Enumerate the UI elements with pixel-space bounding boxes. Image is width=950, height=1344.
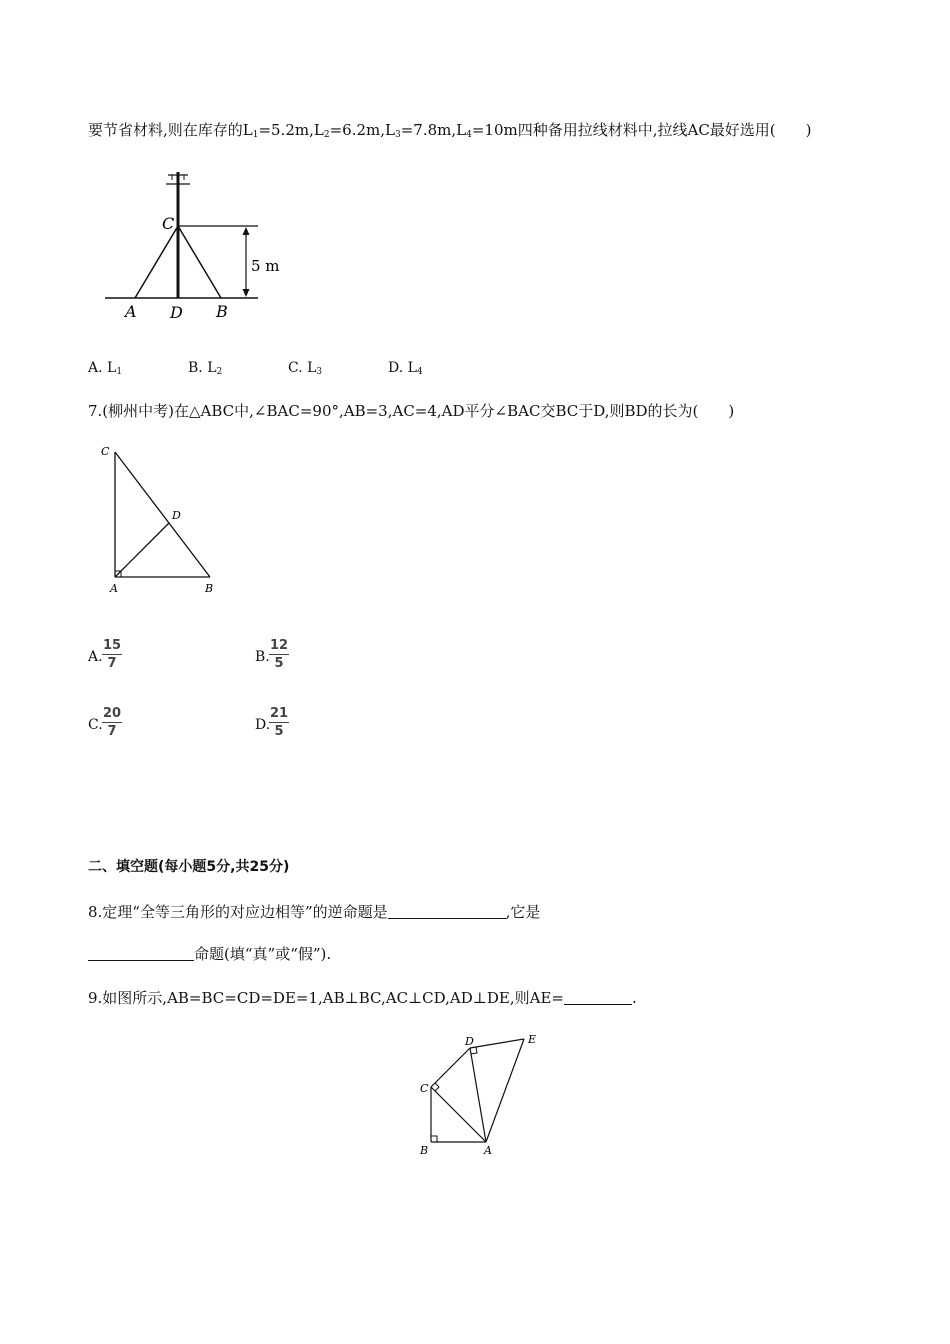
label-d: D — [172, 509, 181, 522]
side-cb — [115, 452, 210, 577]
q9-blank[interactable] — [564, 988, 632, 1005]
right-angle-b — [431, 1136, 437, 1142]
fraction: 12 5 — [269, 638, 289, 671]
right-angle-c — [435, 1083, 439, 1091]
q8-line2: 命题(填“真”或“假”). — [88, 944, 331, 964]
l2-sub: 2 — [323, 130, 330, 140]
label-c: C — [420, 1082, 429, 1095]
q8-blank-1[interactable] — [388, 902, 506, 919]
label-a: A — [125, 302, 137, 321]
q6-text-pre: 要节省材料,则在库存的L — [88, 121, 253, 139]
label-b: B — [216, 302, 228, 321]
q6-pole-figure — [100, 160, 280, 325]
label-c: C — [101, 445, 110, 458]
segment-de — [470, 1039, 524, 1048]
label-c: C — [162, 214, 175, 233]
label-a: A — [110, 582, 118, 595]
label-e: E — [528, 1033, 537, 1046]
q8-blank-2[interactable] — [88, 944, 194, 961]
q9-text: 9.如图所示,AB=BC=CD=DE=1,AB⊥BC,AC⊥CD,AD⊥DE,则AE= . — [88, 989, 637, 1007]
bisector-ad — [115, 523, 169, 577]
q6-option-a[interactable]: A. $L_1$ — [88, 360, 123, 377]
q7-text: 7.(柳州中考)在△ABC中,∠BAC=90°,AB=3,AC=4,AD平分∠BAC交BC于D,则BD的长为( ) — [88, 402, 735, 420]
l1-sub: 1 — [252, 130, 259, 140]
q8-line1: 8.定理“全等三角形的对应边相等”的逆命题是 ,它是 — [88, 903, 541, 921]
segment-ea — [486, 1039, 524, 1142]
fraction: 20 7 — [102, 706, 122, 739]
wire-cb — [178, 226, 221, 298]
wire-ca — [135, 226, 178, 298]
label-a: A — [484, 1144, 492, 1157]
section-title: 二、填空题(每小题5分,共25分) — [88, 859, 290, 875]
label-d: D — [170, 303, 183, 322]
q6-text-post: =10m四种备用拉线材料中,拉线AC最好选用( ) — [471, 121, 812, 139]
l3-sub: 3 — [394, 130, 401, 140]
height-label: 5 m — [251, 257, 280, 275]
q6-option-d[interactable]: D. $L_4$ — [388, 360, 423, 377]
q6-option-c[interactable]: C. $L_3$ — [288, 360, 323, 377]
l3-value: =7.8m,L — [400, 121, 467, 139]
l1-value: =5.2m,L — [258, 121, 324, 139]
label-b: B — [420, 1144, 429, 1157]
q6-text — [88, 120, 812, 140]
l2-value: =6.2m,L — [329, 121, 395, 139]
fraction: 21 5 — [269, 706, 289, 739]
q9-spiral-figure — [410, 1030, 550, 1160]
l4-sub: 4 — [466, 130, 472, 140]
q6-option-b[interactable]: B. $L_2$ — [188, 360, 223, 377]
label-d: D — [465, 1035, 474, 1048]
q7-triangle-figure — [98, 440, 228, 600]
fraction: 15 7 — [102, 638, 122, 671]
label-b: B — [205, 582, 214, 595]
segment-cd — [431, 1048, 470, 1087]
